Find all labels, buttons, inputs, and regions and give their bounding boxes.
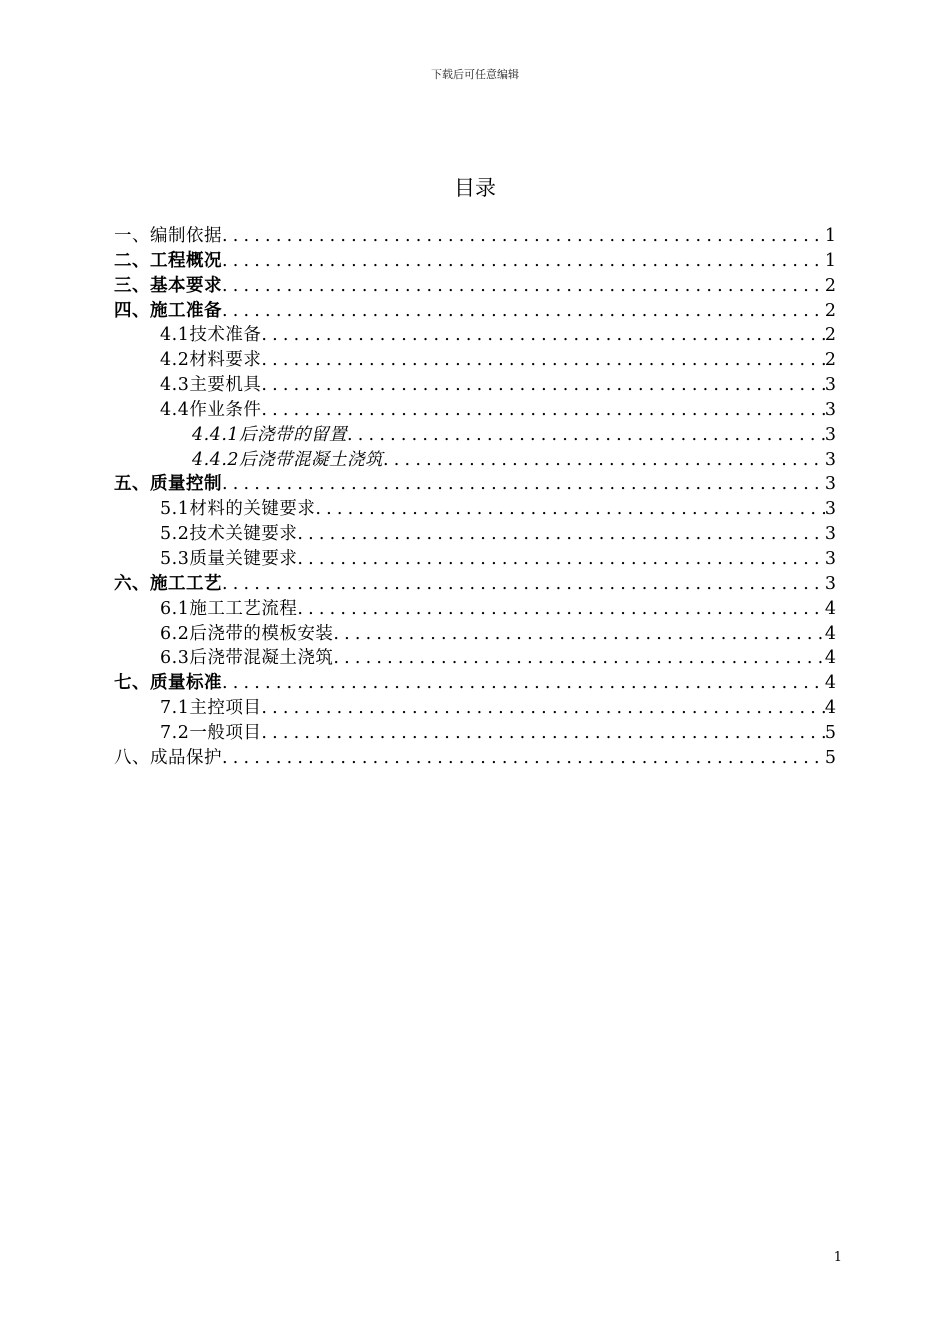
toc-entry-page: 3	[824, 548, 836, 569]
toc-entry-label: 5.2技术关键要求	[160, 524, 298, 545]
toc-dot-leader	[222, 472, 825, 497]
toc-dot-leader	[297, 547, 825, 572]
toc-entry-page: 5	[824, 747, 836, 768]
toc-entry-label: 一、编制依据	[114, 226, 222, 246]
toc-entry[interactable]	[114, 572, 836, 597]
toc-entry-page: 3	[824, 474, 836, 495]
toc-dot-leader	[333, 622, 825, 647]
toc-entry-page: 3	[824, 449, 836, 470]
header-note: 下载后可任意编辑	[431, 68, 519, 81]
toc-entry-page: 3	[824, 375, 836, 396]
toc-entry-page: 4	[824, 648, 836, 669]
toc-entry[interactable]	[114, 398, 836, 423]
toc-dot-leader	[222, 746, 825, 771]
toc-entry-page: 2	[824, 350, 836, 371]
toc-entry-label: 6.1施工工艺流程	[160, 598, 298, 619]
toc-entry-label: 二、工程概况	[114, 250, 222, 271]
toc-entry-label: 7.2一般项目	[160, 722, 262, 743]
toc-entry[interactable]	[114, 646, 836, 671]
toc-dot-leader	[222, 224, 825, 249]
toc-dot-leader	[222, 572, 825, 597]
toc-entry-label: 4.3主要机具	[160, 375, 262, 396]
toc-entry[interactable]	[114, 249, 836, 274]
toc-entry-page: 2	[824, 300, 836, 321]
toc-entry[interactable]	[114, 597, 836, 622]
toc-entry-label: 4.4.1后浇带的留置	[192, 424, 348, 445]
toc-entry[interactable]	[114, 522, 836, 547]
toc-entry-page: 3	[824, 499, 836, 520]
toc-entry[interactable]	[114, 423, 836, 448]
toc-dot-leader	[222, 671, 825, 696]
toc-dot-leader	[222, 249, 825, 274]
toc-entry[interactable]	[114, 497, 836, 522]
toc-entry-label: 六、施工工艺	[114, 573, 222, 594]
toc-entry[interactable]	[114, 671, 836, 696]
toc-dot-leader	[261, 721, 825, 746]
toc-entry-label: 四、施工准备	[114, 300, 222, 321]
toc-entry[interactable]	[114, 373, 836, 398]
toc-entry[interactable]	[114, 348, 836, 373]
toc-dot-leader	[297, 522, 825, 547]
toc-entry-label: 5.1材料的关键要求	[160, 499, 316, 520]
toc-entry-page: 4	[824, 673, 836, 694]
toc-dot-leader	[347, 423, 825, 448]
toc-entry-label: 4.2材料要求	[160, 350, 262, 371]
toc-entry-label: 7.1主控项目	[160, 698, 262, 719]
toc-entry-page: 2	[824, 325, 836, 346]
toc-entry-label: 4.1技术准备	[160, 325, 262, 346]
toc-entry-label: 五、质量控制	[114, 474, 222, 495]
toc-entry-page: 5	[824, 722, 836, 743]
toc-dot-leader	[261, 348, 825, 373]
toc-entry-label: 4.4作业条件	[160, 399, 262, 420]
toc-entry-page: 1	[824, 250, 836, 271]
toc-entry-page: 3	[824, 399, 836, 420]
toc-dot-leader	[261, 373, 825, 398]
toc-entry[interactable]	[114, 547, 836, 572]
toc-dot-leader	[315, 497, 825, 522]
toc-entry-label: 三、基本要求	[114, 275, 222, 296]
toc-entry[interactable]	[114, 746, 836, 771]
toc-entry-page: 4	[824, 598, 836, 619]
toc-entry-page: 4	[824, 698, 836, 719]
toc-dot-leader	[297, 597, 825, 622]
toc-entry-label: 5.3质量关键要求	[160, 548, 298, 569]
toc-entry[interactable]	[114, 721, 836, 746]
toc-dot-leader	[222, 274, 825, 299]
toc-entry-page: 3	[824, 573, 836, 594]
toc-dot-leader	[383, 448, 825, 473]
toc-entry-page: 1	[824, 226, 836, 246]
toc-entry-page: 4	[824, 623, 836, 644]
toc-entry[interactable]	[114, 224, 836, 249]
toc-dot-leader	[261, 398, 825, 423]
toc-entry-page: 3	[824, 424, 836, 445]
toc-entry[interactable]	[114, 323, 836, 348]
toc-entry[interactable]	[114, 622, 836, 647]
toc-dot-leader	[222, 299, 825, 324]
toc-dot-leader	[333, 646, 825, 671]
toc-entry-label: 6.2后浇带的模板安装	[160, 623, 334, 644]
toc-entry-label: 七、质量标准	[114, 673, 222, 694]
toc-entry-label: 6.3后浇带混凝土浇筑	[160, 648, 334, 669]
page-number: 1	[833, 1250, 842, 1265]
toc-title: 目录	[454, 176, 496, 200]
toc-entry-label: 4.4.2后浇带混凝土浇筑	[192, 449, 384, 470]
table-of-contents	[114, 224, 836, 771]
toc-dot-leader	[261, 323, 825, 348]
toc-entry-page: 2	[824, 275, 836, 296]
toc-entry[interactable]	[114, 696, 836, 721]
toc-entry[interactable]	[114, 274, 836, 299]
toc-entry[interactable]	[114, 448, 836, 473]
toc-entry[interactable]	[114, 472, 836, 497]
toc-entry-label: 八、成品保护	[114, 747, 222, 768]
toc-dot-leader	[261, 696, 825, 721]
toc-entry[interactable]	[114, 299, 836, 324]
toc-entry-page: 3	[824, 524, 836, 545]
